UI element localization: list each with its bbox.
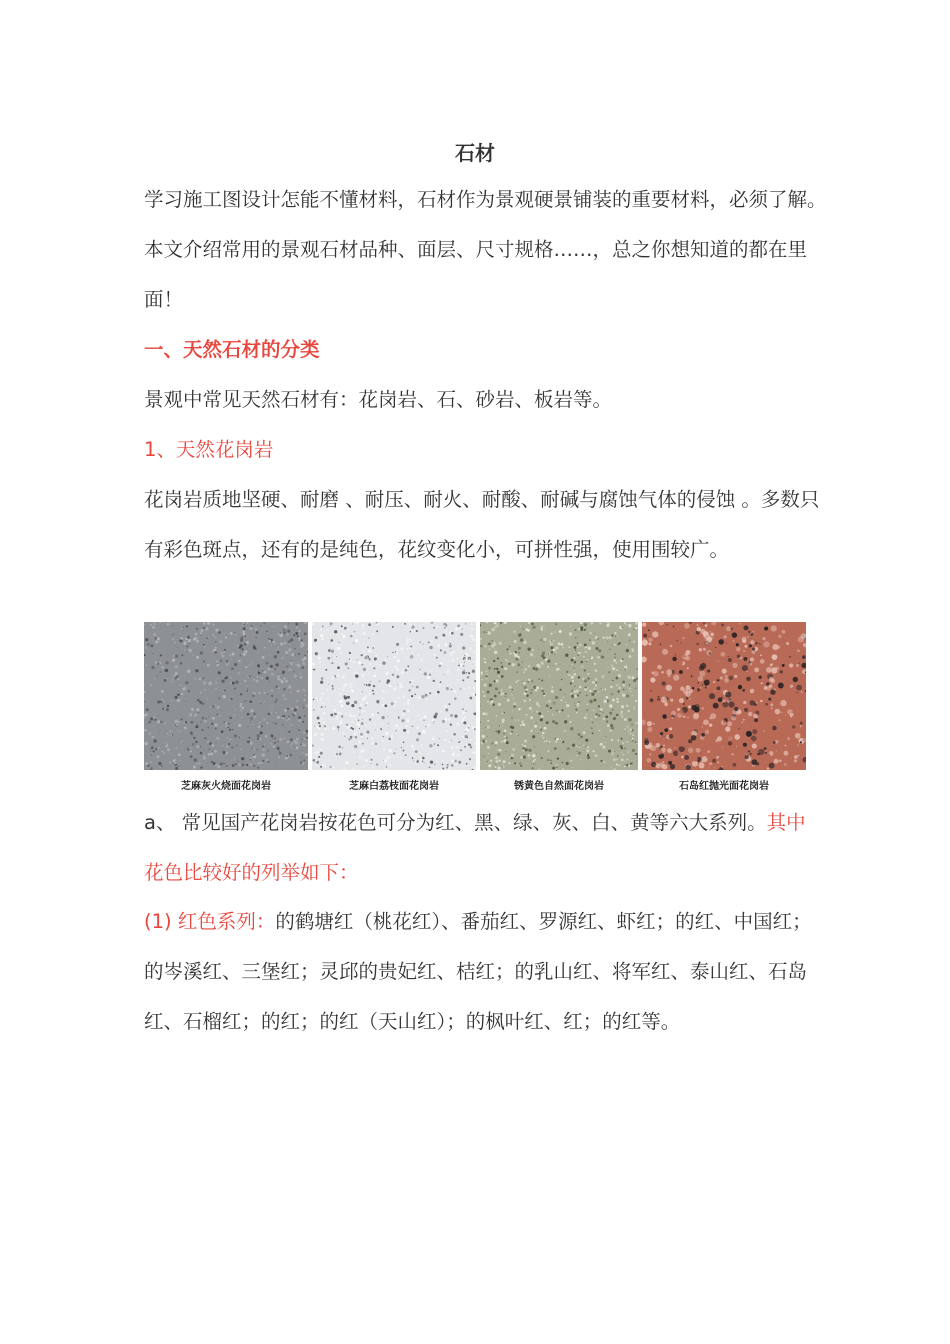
granite-swatch-rust-yellow [480, 622, 638, 770]
page-title: 石材 [455, 141, 495, 165]
red-series-line-3: 红、石榴红；的红；的红（天山红）；的枫叶红、红；的红等。 [144, 1010, 681, 1033]
granite-image-gallery [144, 622, 806, 798]
intro-line-1: 学习施工图设计怎能不懂材料，石材作为景观硬景铺装的重要材料，必须了解。 [144, 188, 827, 211]
granite-swatch-sesame-white [312, 622, 476, 770]
red-series-label: (1) 红色系列： [144, 910, 276, 933]
granite-desc-line-1: 花岗岩质地坚硬、耐磨 、耐压、耐火、耐酸、耐碱与腐蚀气体的侵蚀 。多数只 [144, 488, 820, 511]
para-a-lead: a、 常见国产花岗岩按花色可分为红、黑、绿、灰、白、黄等六大系列。 [144, 811, 767, 834]
para-a-lead-red: 其中 [766, 811, 806, 834]
granite-swatch-sesame-grey [144, 622, 308, 770]
granite-caption: 芝麻白荔枝面花岗岩 [349, 781, 439, 792]
section-text: 景观中常见天然石材有：花岗岩、石、砂岩、板岩等。 [144, 388, 613, 411]
granite-figure-shidao-red [642, 622, 806, 798]
granite-caption: 锈黄色自然面花岗岩 [514, 781, 604, 792]
granite-figure-sesame-grey [144, 622, 308, 798]
intro-line-2: 本文介绍常用的景观石材品种、面层、尺寸规格……，总之你想知道的都在里 [144, 238, 808, 261]
para-a-line-1 [144, 810, 806, 836]
granite-caption: 芝麻灰火烧面花岗岩 [181, 781, 271, 792]
granite-figure-rust-yellow [480, 622, 638, 798]
red-series-line-2: 的岑溪红、三堡红；灵邱的贵妃红、桔红；的乳山红、将军红、泰山红、石岛 [144, 960, 808, 983]
section-heading-natural-stone: 一、天然石材的分类 [144, 338, 320, 361]
granite-swatch-shidao-red [642, 622, 806, 770]
intro-line-3: 面！ [144, 288, 184, 311]
granite-caption: 石岛红抛光面花岗岩 [679, 781, 769, 792]
granite-desc-line-2: 有彩色斑点，还有的是纯色，花纹变化小，可拼性强，使用围较广。 [144, 538, 730, 561]
red-series-line-1 [144, 909, 812, 935]
red-series-text: 的鹤塘红（桃花红）、番茄红、罗源红、虾红；的红、中国红； [275, 910, 812, 933]
subsection-heading-granite: 1、天然花岗岩 [144, 438, 274, 461]
granite-figure-sesame-white [312, 622, 476, 798]
para-a-line-2: 花色比较好的列举如下： [144, 861, 359, 884]
